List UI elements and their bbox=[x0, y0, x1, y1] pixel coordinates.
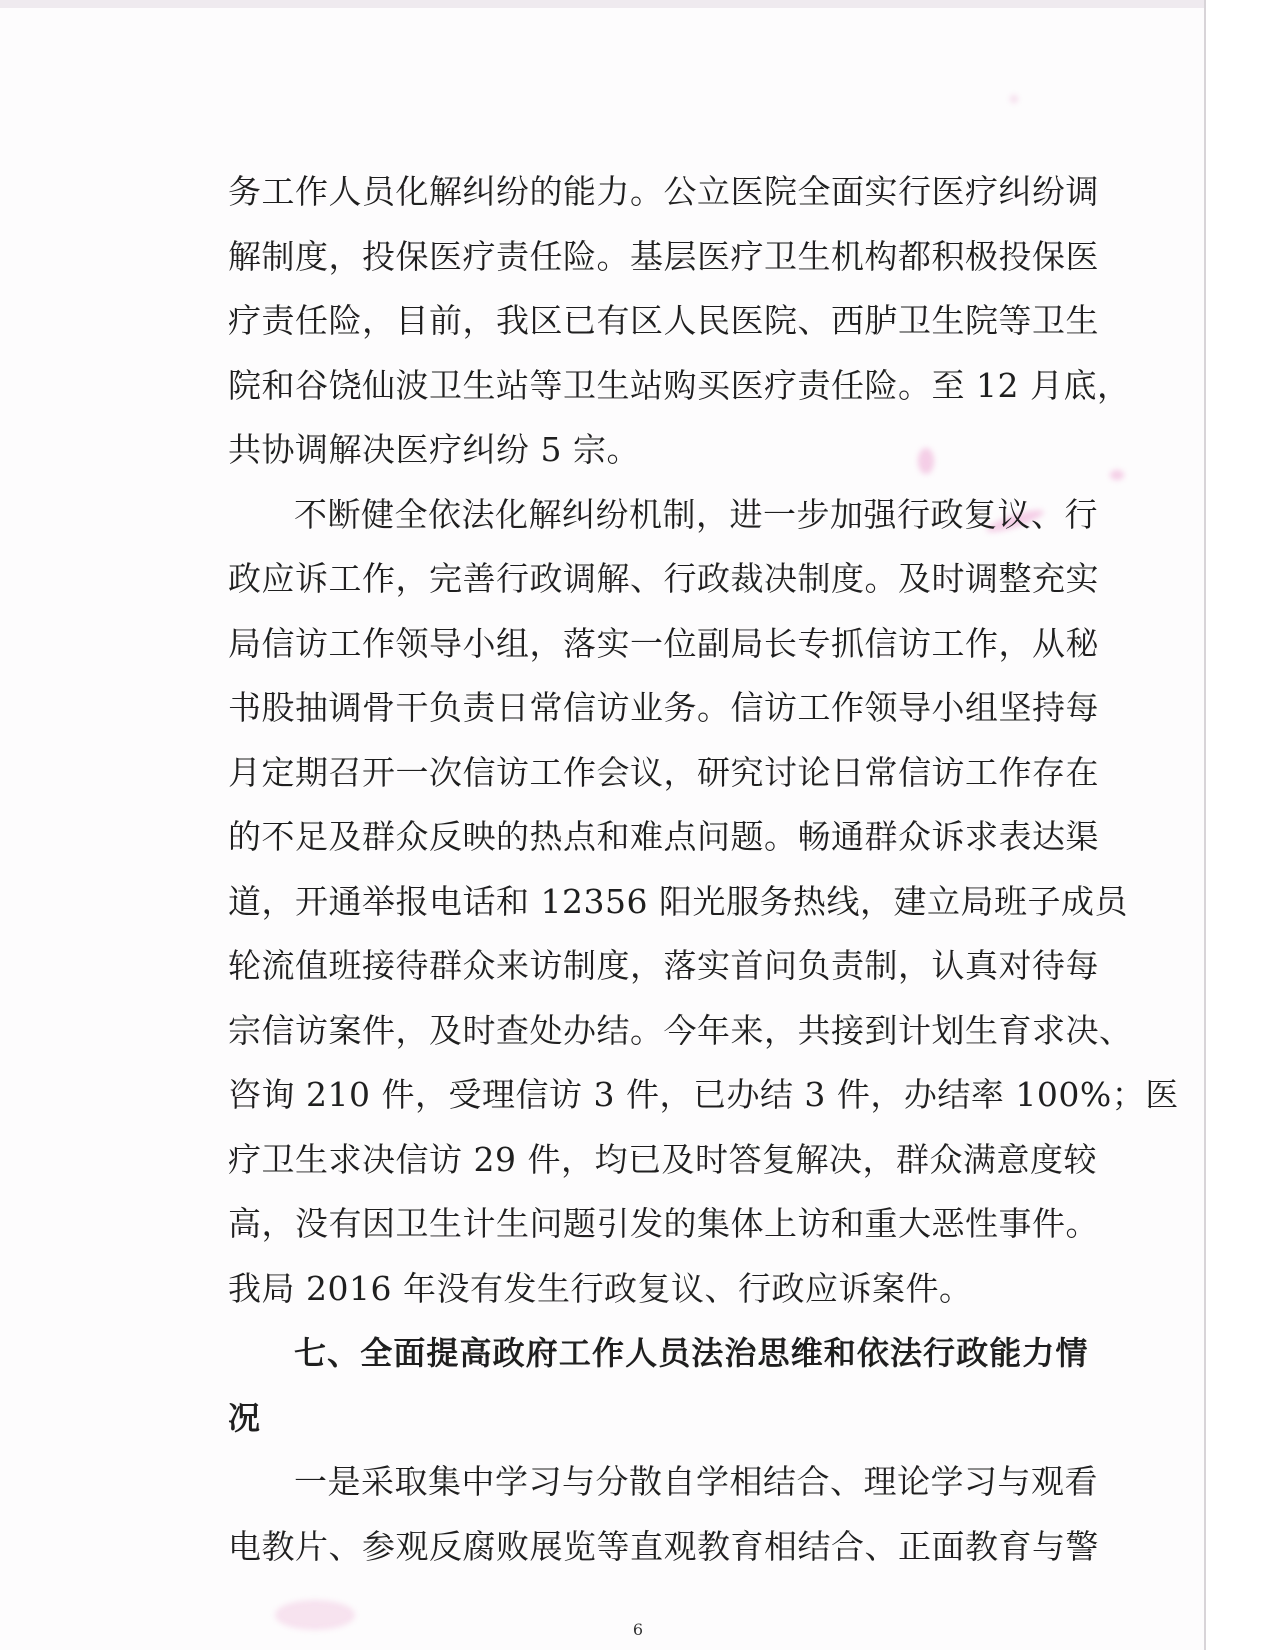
heading-line: 七、全面提高政府工作人员法治思维和依法行政能力情 bbox=[294, 1334, 1088, 1372]
page-number: 6 bbox=[632, 1620, 644, 1639]
text-line: 电教片、参观反腐败展览等直观教育相结合、正面教育与警 bbox=[228, 1526, 1099, 1566]
text-line: 一是采取集中学习与分散自学相结合、理论学习与观看 bbox=[294, 1462, 1098, 1501]
text-line: 咨询 210 件，受理信访 3 件，已办结 3 件，办结率 100%；医 bbox=[228, 1075, 1179, 1114]
text-line: 局信访工作领导小组，落实一位副局长专抓信访工作，从秘 bbox=[228, 623, 1099, 663]
ink-smudge bbox=[1110, 470, 1124, 480]
section-heading-7 bbox=[228, 1321, 1088, 1450]
text-line: 月定期召开一次信访工作会议，研究讨论日常信访工作存在 bbox=[228, 752, 1099, 792]
text-line: 我局 2016 年没有发生行政复议、行政应诉案件。 bbox=[228, 1268, 973, 1308]
text-line: 疗责任险，目前，我区已有区人民医院、西胪卫生院等卫生 bbox=[228, 301, 1099, 340]
text-line: 的不足及群众反映的热点和难点问题。畅通群众诉求表达渠 bbox=[228, 817, 1099, 856]
text-line: 疗卫生求决信访 29 件，均已及时答复解决，群众满意度较 bbox=[228, 1139, 1097, 1179]
text-line: 书股抽调骨干负责日常信访业务。信访工作领导小组坚持每 bbox=[228, 688, 1099, 727]
text-line: 轮流值班接待群众来访制度，落实首问负责制，认真对待每 bbox=[228, 946, 1099, 985]
text-line: 高，没有因卫生计生问题引发的集体上访和重大恶性事件。 bbox=[228, 1204, 1099, 1243]
text-line: 务工作人员化解纠纷的能力。公立医院全面实行医疗纠纷调 bbox=[228, 172, 1099, 211]
ink-smudge bbox=[1010, 95, 1018, 103]
scan-top-edge bbox=[0, 0, 1276, 8]
text-line: 不断健全依法化解纠纷机制，进一步加强行政复议、行 bbox=[294, 494, 1098, 534]
text-line: 共协调解决医疗纠纷 5 宗。 bbox=[228, 430, 640, 469]
text-line: 政应诉工作，完善行政调解、行政裁决制度。及时调整充实 bbox=[228, 559, 1099, 598]
paragraph-dispute-resolution bbox=[228, 483, 1179, 1322]
document-body bbox=[228, 160, 1179, 1579]
text-line: 解制度，投保医疗责任险。基层医疗卫生机构都积极投保医 bbox=[228, 236, 1099, 276]
scan-right-edge bbox=[1204, 0, 1276, 1650]
heading-line: 况 bbox=[228, 1398, 261, 1437]
paragraph-medical-disputes bbox=[228, 160, 1131, 483]
text-line: 院和谷饶仙波卫生站等卫生站购买医疗责任险。至 12 月底， bbox=[228, 365, 1131, 405]
text-line: 道，开通举报电话和 12356 阳光服务热线，建立局班子成员 bbox=[228, 881, 1128, 921]
text-line: 宗信访案件，及时查处办结。今年来，共接到计划生育求决、 bbox=[228, 1010, 1133, 1050]
paragraph-study-training bbox=[228, 1450, 1099, 1579]
